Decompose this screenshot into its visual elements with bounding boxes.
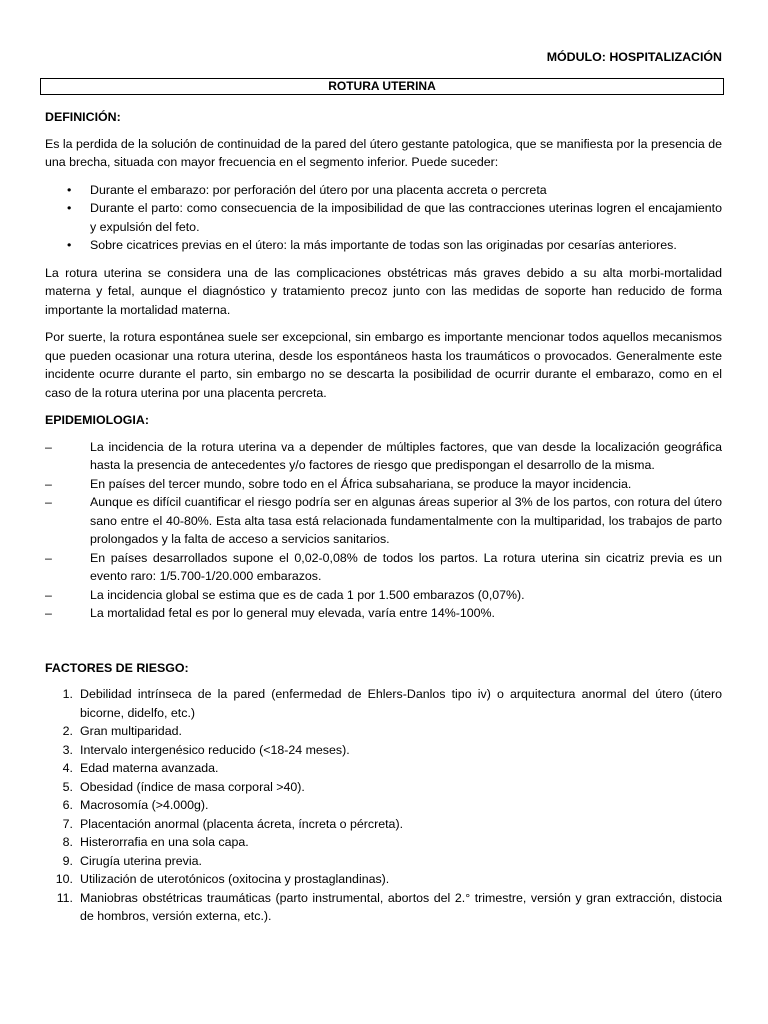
- list-item: 1. Debilidad intrínseca de la pared (enfermedad de Ehlers-Danlos tipo iv) o arquitectura anormal del útero (útero bicorne, didelfo, etc.): [62, 687, 722, 720]
- dash-icon: –: [45, 439, 52, 454]
- list-item: – La mortalidad fetal es por lo general muy elevada, varía entre 14%-100%.: [45, 604, 722, 623]
- list-item: – La incidencia global se estima que es de cada 1 por 1.500 embarazos (0,07%).: [45, 586, 722, 605]
- factores-heading: FACTORES DE RIESGO:: [45, 660, 189, 675]
- dash-icon: –: [45, 550, 52, 565]
- list-item: 5. Obesidad (índice de masa corporal >40).: [62, 779, 305, 794]
- document-title: ROTURA UTERINA: [40, 78, 724, 95]
- list-item: – La incidencia de la rotura uterina va a depender de múltiples factores, que van desde la localización geográfica hasta la presencia de antecedentes y/o factores de riesgo que predispongan el desarrollo de la misma.: [45, 439, 722, 472]
- definicion-bullet-list: [45, 181, 722, 255]
- list-item: 3. Intervalo intergenésico reducido (<18-24 meses).: [62, 742, 350, 757]
- definicion-intro: Es la perdida de la solución de continuidad de la pared del útero gestante patologica, que se manifiesta por la presencia de una brecha, situada con mayor frecuencia en el segmento inferior. Puede suceder:: [45, 136, 722, 169]
- factores-list: [45, 685, 722, 926]
- document-body: [45, 108, 722, 935]
- definicion-paragraph: Por suerte, la rotura espontánea suele ser excepcional, sin embargo es importante mencionar todos aquellos mecanismos que pueden ocasionar una rotura uterina, desde los espontáneos hasta los traumáticos o provocados. Generalmente este incidente ocurre durante el parto, sin embargo no se descarta la posibilidad de ocurrir durante el embarazo, como en el caso de la rotura uterina por una placenta percreta.: [45, 330, 722, 400]
- dash-icon: –: [45, 495, 52, 509]
- list-item: • Durante el parto: como consecuencia de la imposibilidad de que las contracciones uterinas logren el encajamiento y expulsión del feto.: [67, 201, 722, 234]
- definicion-heading: DEFINICIÓN:: [45, 110, 121, 124]
- dash-icon: –: [45, 587, 52, 602]
- list-item: 9. Cirugía uterina previa.: [62, 853, 202, 868]
- bullet-icon: •: [67, 238, 72, 252]
- module-label: MÓDULO: HOSPITALIZACIÓN: [546, 50, 722, 64]
- bullet-icon: •: [67, 182, 72, 197]
- list-item: 11. Maniobras obstétricas traumáticas (parto instrumental, abortos del 2.° trimestre, versión y gran extracción, distocia de hombros, versión externa, etc.).: [56, 890, 722, 923]
- list-item: 8. Histerorrafia en una sola capa.: [62, 835, 249, 849]
- list-item: – Aunque es difícil cuantificar el riesgo podría ser en algunas áreas superior al 3% de los partos, con rotura del útero sano entre el 40-80%. Esta alta tasa está relacionada fundamentalmente con la multiparidad, los trabajos de parto prolongados y la falta de acceso a servicios sanitarios.: [45, 495, 722, 546]
- list-item: • Durante el embarazo: por perforación del útero por una placenta accreta o percreta: [45, 181, 722, 200]
- list-item: 10. Utilización de uterotónicos (oxitocina y prostaglandinas).: [55, 872, 390, 886]
- list-item: – En países del tercer mundo, sobre todo en el África subsahariana, se produce la mayor incidencia.: [45, 475, 722, 494]
- list-item: • Sobre cicatrices previas en el útero: la más importante de todas son las originadas por cesarías anteriores.: [45, 236, 722, 255]
- list-item: 6. Macrosomía (>4.000g).: [62, 798, 209, 812]
- epidemiologia-list: [45, 438, 722, 623]
- dash-icon: –: [45, 606, 52, 620]
- bullet-icon: •: [67, 201, 72, 215]
- section-spacer: [45, 632, 722, 659]
- list-item: 2. Gran multiparidad.: [62, 724, 182, 738]
- list-item: 4. Edad materna avanzada.: [62, 761, 219, 775]
- epidemiologia-heading: EPIDEMIOLOGIA:: [45, 413, 149, 427]
- list-item: 7. Placentación anormal (placenta ácreta, íncreta o pércreta).: [62, 816, 404, 831]
- dash-icon: –: [45, 476, 52, 491]
- definicion-paragraph: La rotura uterina se considera una de las complicaciones obstétricas más graves debido a su alta morbi-mortalidad materna y fetal, aunque el diagnóstico y tratamiento precoz junto con las medidas de soporte han reducido de forma importante la mortalidad materna.: [45, 265, 722, 317]
- list-item: – En países desarrollados supone el 0,02-0,08% de todos los partos. La rotura uterina sin cicatriz previa es un evento raro: 1/5.700-1/20.000 embarazos.: [45, 550, 722, 583]
